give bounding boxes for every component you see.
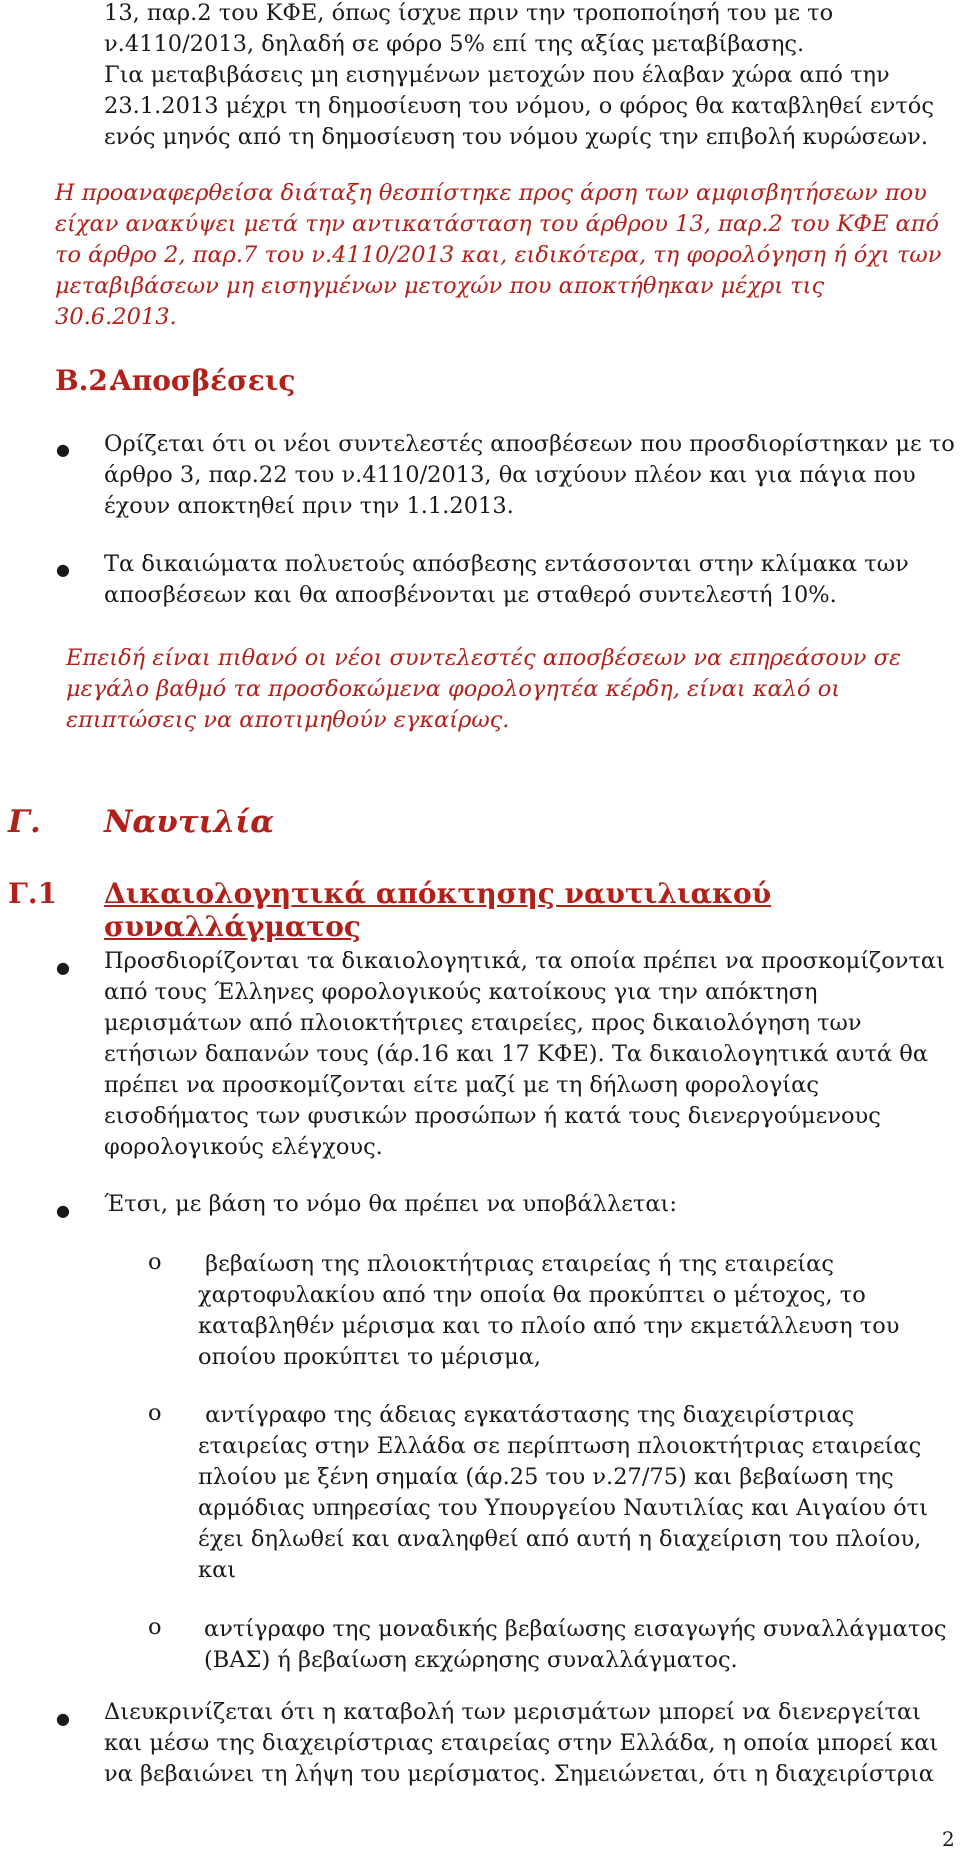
sub-line: και [198, 1557, 237, 1583]
bullet-line: Ορίζεται ότι οι νέοι συντελεστές αποσβέσεων που προσδιορίστηκαν με το [104, 431, 955, 457]
section-b2-title: Αποσβέσεις [110, 364, 296, 397]
bullet-icon: ● [56, 1201, 70, 1220]
sub-line: αρμόδιας υπηρεσίας του Υπουργείου Ναυτιλίας και Αιγαίου ότι [198, 1495, 928, 1521]
b2-bullet-1 [104, 429, 955, 522]
b2-bullet-2 [104, 549, 909, 611]
note-paragraph-1 [55, 178, 941, 333]
sub-line: βεβαίωση της πλοιοκτήτριας εταιρείας ή της εταιρείας [198, 1251, 834, 1277]
intro-line: 13, παρ.2 του ΚΦΕ, όπως ίσχυε πριν την τροποποίησή του με το [104, 0, 834, 26]
intro-line: Για μεταβιβάσεις μη εισηγμένων μετοχών που έλαβαν χώρα από την [104, 62, 890, 88]
bullet-line: και μέσω της διαχειρίστριας εταιρείας στην Ελλάδα, η οποία μπορεί και [104, 1730, 939, 1756]
bullet-icon: ● [56, 440, 70, 459]
bullet-line: Διευκρινίζεται ότι η καταβολή των μερισμάτων μπορεί να διενεργείται [104, 1699, 921, 1725]
section-b2-number: Β.2. [55, 364, 118, 397]
sub-bullet-marker: o [148, 1614, 162, 1640]
bullet-line: αποσβέσεων και θα αποσβένονται με σταθερό συντελεστή 10%. [104, 582, 837, 608]
note-line: Επειδή είναι πιθανό οι νέοι συντελεστές αποσβέσεων να επηρεάσουν σε [66, 645, 902, 671]
bullet-line: ετήσιων δαπανών τους (άρ.16 και 17 ΚΦΕ). Τα δικαιολογητικά αυτά θα [104, 1041, 929, 1067]
page-number: 2 [942, 1827, 955, 1851]
bullet-icon: ● [56, 560, 70, 579]
bullet-line: Τα δικαιώματα πολυετούς απόσβεσης εντάσσονται στην κλίμακα των [104, 551, 909, 577]
note-line: Η προαναφερθείσα διάταξη θεσπίστηκε προς άρση των αμφισβητήσεων που [55, 180, 927, 206]
g1-bullet-2: Έτσι, με βάση το νόμο θα πρέπει να υποβάλλεται: [104, 1191, 677, 1217]
bullet-line: μερισμάτων από πλοιοκτήτριες εταιρείες, προς δικαιολόγηση των [104, 1010, 862, 1036]
intro-line: ν.4110/2013, δηλαδή σε φόρο 5% επί της αξίας μεταβίβασης. [104, 31, 805, 57]
g1-bullet-3 [104, 1697, 938, 1790]
intro-paragraph [104, 0, 934, 153]
note-line: είχαν ανακύψει μετά την αντικατάσταση του άρθρου 13, παρ.2 του ΚΦΕ από [55, 211, 940, 237]
g1-bullet-1 [104, 946, 945, 1163]
sub-line: έχει δηλωθεί και αναληφθεί από αυτή η διαχείριση του πλοίου, [198, 1526, 922, 1552]
note-line: μεταβιβάσεων μη εισηγμένων μετοχών που αποκτήθηκαν μέχρι τις [55, 273, 825, 299]
sub-line: αντίγραφο της άδειας εγκατάστασης της διαχειρίστριας [198, 1402, 855, 1428]
note-line: μεγάλο βαθμό τα προσδοκώμενα φορολογητέα κέρδη, είναι καλό οι [66, 676, 841, 702]
bullet-line: εισοδήματος των φυσικών προσώπων ή κατά τους διενεργούμενους [104, 1103, 881, 1129]
bullet-line: φορολογικούς ελέγχους. [104, 1134, 383, 1160]
sub-line: εταιρείας στην Ελλάδα σε περίπτωση πλοιοκτήτριας εταιρείας [198, 1433, 922, 1459]
note-paragraph-2 [66, 643, 901, 736]
intro-line: ενός μηνός από τη δημοσίευση του νόμου χωρίς την επιβολή κυρώσεων. [104, 124, 928, 150]
bullet-icon: ● [56, 1709, 70, 1728]
bullet-line: να βεβαιώνει τη λήψη του μερίσματος. Σημειώνεται, ότι η διαχειρίστρια [104, 1761, 935, 1787]
sub-line: (ΒΑΣ) ή βεβαίωση εκχώρησης συναλλάγματος. [204, 1647, 738, 1673]
sub-item-1 [198, 1249, 899, 1373]
section-g-number: Γ. [8, 804, 41, 840]
sub-bullet-marker: o [148, 1400, 162, 1426]
sub-line: καταβληθέν μέρισμα και το πλοίο από την εκμετάλλευση του [198, 1313, 900, 1339]
bullet-line: πρέπει να προσκομίζονται είτε μαζί με τη δήλωση φορολογίας [104, 1072, 819, 1098]
section-g-title: Ναυτιλία [104, 804, 275, 840]
bullet-line: άρθρο 3, παρ.22 του ν.4110/2013, θα ισχύουν πλέον και για πάγια που [104, 462, 916, 488]
intro-line: 23.1.2013 μέχρι τη δημοσίευση του νόμου, ο φόρος θα καταβληθεί εντός [104, 93, 934, 119]
sub-line: αντίγραφο της μοναδικής βεβαίωσης εισαγωγής συναλλάγματος [204, 1616, 947, 1642]
sub-line: πλοίου με ξένη σημαία (άρ.25 του ν.27/75) και βεβαίωση της [198, 1464, 894, 1490]
section-g1-title: Δικαιολογητικά απόκτησης ναυτιλιακού συναλλάγματος [104, 877, 772, 943]
note-line: 30.6.2013. [55, 304, 177, 330]
sub-bullet-marker: o [148, 1249, 162, 1275]
bullet-line: έχουν αποκτηθεί πριν την 1.1.2013. [104, 493, 514, 519]
sub-line: οποίου προκύπτει το μέρισμα, [198, 1344, 542, 1370]
note-line: επιπτώσεις να αποτιμηθούν εγκαίρως. [66, 707, 510, 733]
sub-item-3 [204, 1614, 946, 1676]
bullet-icon: ● [56, 958, 70, 977]
note-line: το άρθρο 2, παρ.7 του ν.4110/2013 και, ειδικότερα, τη φορολόγηση ή όχι των [55, 242, 942, 268]
bullet-line: από τους Έλληνες φορολογικούς κατοίκους για την απόκτηση [104, 979, 818, 1005]
sub-item-2 [198, 1400, 928, 1586]
section-g1-number: Γ.1 [8, 877, 58, 910]
bullet-line: Προσδιορίζονται τα δικαιολογητικά, τα οποία πρέπει να προσκομίζονται [104, 948, 945, 974]
sub-line: χαρτοφυλακίου από την οποία θα προκύπτει ο μέτοχος, το [198, 1282, 866, 1308]
